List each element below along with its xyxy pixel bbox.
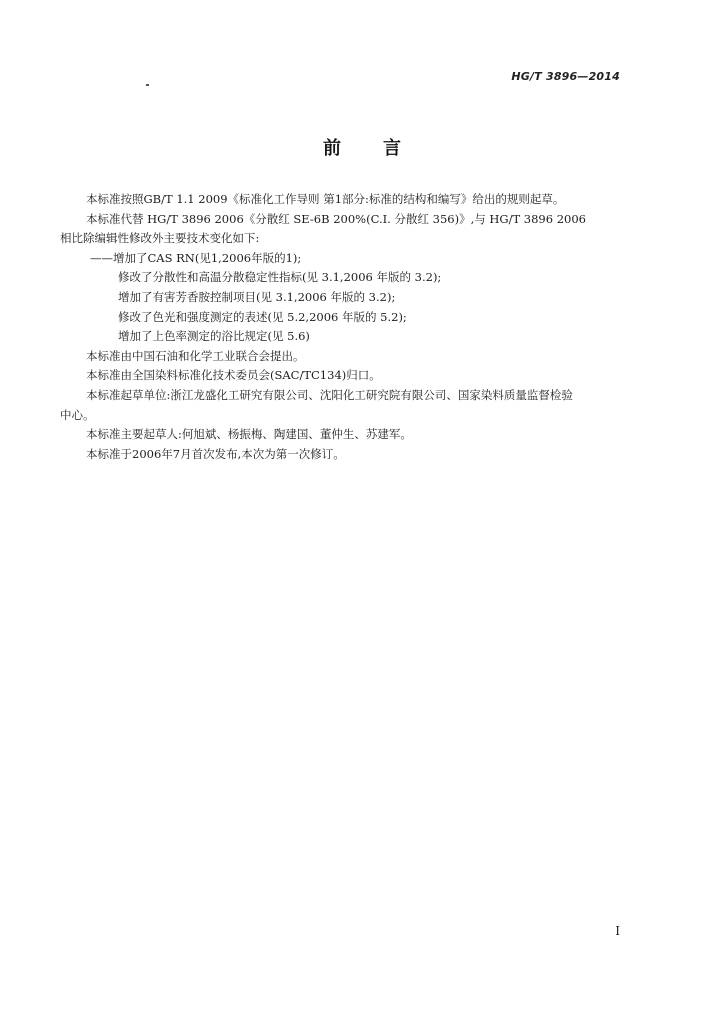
scan-speck <box>146 84 149 86</box>
paragraph-replaces-line2: 相比除编辑性修改外主要技术变化如下: <box>60 231 260 246</box>
change-item: 增加了有害芳香胺控制项目(见 3.1,2006 年版的 3.2); <box>118 289 396 304</box>
change-item: 修改了分散性和高温分散稳定性指标(见 3.1,2006 年版的 3.2); <box>118 270 442 285</box>
foreword-body <box>60 190 626 464</box>
paragraph-drafters: 本标准主要起草人:何旭斌、杨振梅、陶建国、董仲生、苏建军。 <box>86 427 412 442</box>
change-item: 修改了色光和强度测定的表述(见 5.2,2006 年版的 5.2); <box>118 309 407 324</box>
paragraph-drafting-units-line1: 本标准起草单位:浙江龙盛化工研究有限公司、沈阳化工研究院有限公司、国家染料质量监督检验 <box>86 387 573 402</box>
paragraph-replaces-line1: 本标准代替 HG/T 3896 2006《分散红 SE-6B 200%(C.I. 分散红 356)》,与 HG/T 3896 2006 <box>86 211 586 226</box>
standard-number: HG/T 3896—2014 <box>511 70 620 83</box>
page-title: 前言 <box>323 138 443 159</box>
page-number: I <box>615 924 620 938</box>
paragraph-under-jurisdiction: 本标准由全国染料标准化技术委员会(SAC/TC134)归口。 <box>86 368 381 383</box>
paragraph-release-history: 本标准于2006年7月首次发布,本次为第一次修订。 <box>86 446 345 461</box>
paragraph-drafting-units-line2: 中心。 <box>60 407 95 422</box>
paragraph-proposed-by: 本标准由中国石油和化学工业联合会提出。 <box>86 348 305 363</box>
paragraph-drafting-rules: 本标准按照GB/T 1.1 2009《标准化工作导则 第1部分:标准的结构和编写》给出的规则起草。 <box>86 192 565 206</box>
change-item: ——增加了CAS RN(见1,2006年版的1); <box>90 250 302 265</box>
change-item: 增加了上色率测定的浴比规定(见 5.6) <box>118 329 310 344</box>
